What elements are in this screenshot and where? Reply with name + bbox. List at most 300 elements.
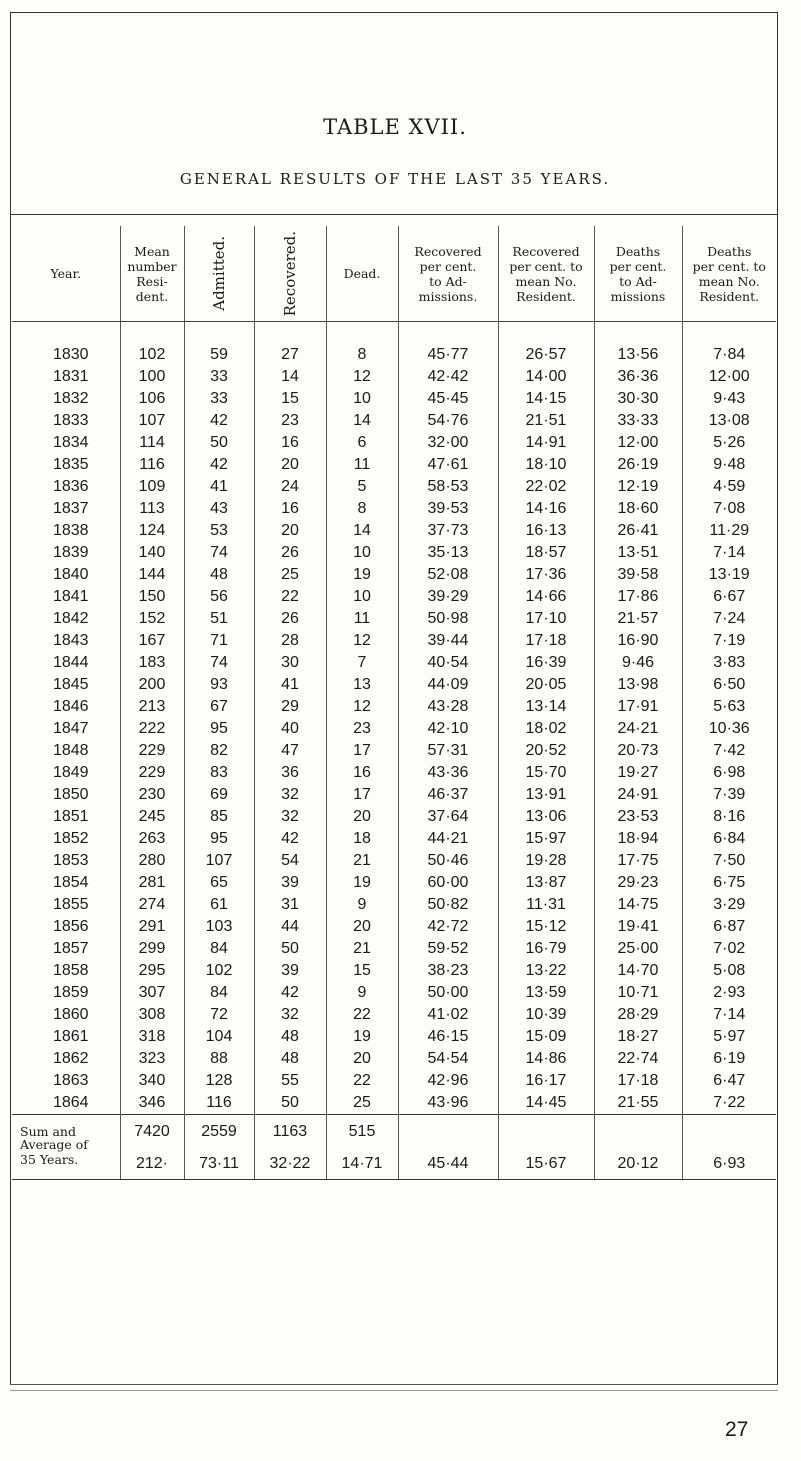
cell-recovered-pct-admissions: 59·52 [398, 938, 498, 960]
cell-admitted: 72 [184, 1004, 254, 1026]
cell-recovered: 16 [254, 432, 326, 454]
cell-year: 1838 [12, 520, 120, 542]
table-row [12, 674, 776, 696]
cell-year: 1837 [12, 498, 120, 520]
table-row [12, 872, 776, 894]
cell-recovered: 44 [254, 916, 326, 938]
table-row [12, 454, 776, 476]
table-row [12, 762, 776, 784]
cell-recovered: 22 [254, 586, 326, 608]
cell-recovered-pct-admissions: 54·76 [398, 410, 498, 432]
cell-deaths-pct-resident: 6·87 [713, 918, 746, 935]
cell-year: 1847 [12, 718, 120, 740]
table-row [12, 696, 776, 718]
cell-deaths-pct-admissions: 33·33 [594, 410, 682, 432]
cell-deaths-pct-admissions: 14·75 [594, 894, 682, 916]
cell-deaths-pct-resident: 12·00 [708, 368, 750, 385]
cell-year: 1839 [12, 542, 120, 564]
cell-deaths-pct-admissions: 17·18 [594, 1070, 682, 1092]
cell-dead: 10 [326, 586, 398, 608]
header-admitted: Admitted. [184, 226, 254, 322]
cell-dead: 12 [326, 696, 398, 718]
cell-recovered: 48 [254, 1048, 326, 1070]
cell-recovered: 26 [254, 608, 326, 630]
table-row [12, 828, 776, 850]
cell-admitted: 43 [184, 498, 254, 520]
cell-deaths-pct-resident: 6·50 [713, 676, 746, 693]
table-row [12, 476, 776, 498]
cell-deaths-pct-admissions: 14·70 [594, 960, 682, 982]
cell-recovered: 24 [254, 476, 326, 498]
cell-recovered-pct-admissions: 44·21 [398, 828, 498, 850]
sum-empty [398, 1115, 498, 1150]
cell-deaths-pct-admissions: 26·41 [594, 520, 682, 542]
cell-deaths-pct-admissions: 29·23 [594, 872, 682, 894]
spacer-row [12, 322, 776, 345]
cell-deaths-pct-admissions: 17·75 [594, 850, 682, 872]
cell-recovered: 47 [254, 740, 326, 762]
cell-recovered: 20 [254, 454, 326, 476]
cell-admitted: 82 [184, 740, 254, 762]
cell-dead: 11 [326, 608, 398, 630]
title-rule [10, 214, 778, 215]
header-recovered: Recovered. [254, 226, 326, 322]
average-deaths-pct-resident: 6·93 [682, 1149, 776, 1180]
cell-mean-resident: 124 [120, 520, 184, 542]
cell-deaths-pct-admissions: 20·73 [594, 740, 682, 762]
cell-recovered-pct-admissions: 47·61 [398, 454, 498, 476]
cell-dead: 19 [326, 564, 398, 586]
cell-recovered-pct-resident: 14·45 [498, 1092, 594, 1115]
cell-dead: 19 [326, 872, 398, 894]
cell-dead: 9 [326, 982, 398, 1004]
cell-mean-resident: 150 [120, 586, 184, 608]
cell-mean-resident: 295 [120, 960, 184, 982]
cell-deaths-pct-resident: 6·84 [713, 830, 746, 847]
cell-dead: 10 [326, 542, 398, 564]
table-row [12, 498, 776, 520]
cell-admitted: 56 [184, 586, 254, 608]
cell-recovered-pct-resident: 16·17 [498, 1070, 594, 1092]
cell-admitted: 74 [184, 542, 254, 564]
table-row [12, 410, 776, 432]
cell-deaths-pct-admissions: 17·91 [594, 696, 682, 718]
cell-year: 1833 [12, 410, 120, 432]
cell-dead: 8 [326, 498, 398, 520]
cell-recovered-pct-admissions: 43·96 [398, 1092, 498, 1115]
cell-deaths-pct-resident: 13·19 [708, 566, 750, 583]
cell-admitted: 128 [184, 1070, 254, 1092]
cell-recovered-pct-admissions: 40·54 [398, 652, 498, 674]
cell-year: 1864 [12, 1092, 120, 1115]
cell-admitted: 59 [184, 344, 254, 366]
table-row [12, 982, 776, 1004]
average-recovered-pct-resident: 15·67 [498, 1149, 594, 1180]
cell-recovered-pct-resident: 16·13 [498, 520, 594, 542]
sum-empty [682, 1115, 776, 1150]
cell-recovered-pct-resident: 16·79 [498, 938, 594, 960]
cell-recovered-pct-admissions: 43·28 [398, 696, 498, 718]
cell-year: 1859 [12, 982, 120, 1004]
header-year: Year. [12, 226, 120, 322]
cell-recovered-pct-admissions: 46·15 [398, 1026, 498, 1048]
cell-dead: 22 [326, 1070, 398, 1092]
average-label: Average of 35 Years. [12, 1149, 120, 1180]
cell-year: 1853 [12, 850, 120, 872]
cell-mean-resident: 144 [120, 564, 184, 586]
header-mean-resident: Mean number Resi- dent. [120, 226, 184, 322]
cell-deaths-pct-admissions: 18·27 [594, 1026, 682, 1048]
cell-deaths-pct-resident: 8·16 [713, 808, 746, 825]
cell-mean-resident: 222 [120, 718, 184, 740]
cell-deaths-pct-resident: 4·59 [713, 478, 746, 495]
cell-deaths-pct-admissions: 21·57 [594, 608, 682, 630]
cell-dead: 10 [326, 388, 398, 410]
cell-mean-resident: 318 [120, 1026, 184, 1048]
cell-year: 1862 [12, 1048, 120, 1070]
sum-label: Sum and [12, 1115, 120, 1150]
cell-dead: 23 [326, 718, 398, 740]
cell-recovered-pct-resident: 15·70 [498, 762, 594, 784]
cell-deaths-pct-resident: 7·14 [713, 544, 746, 561]
cell-recovered-pct-resident: 20·05 [498, 674, 594, 696]
cell-deaths-pct-resident: 5·08 [713, 962, 746, 979]
cell-recovered-pct-admissions: 37·73 [398, 520, 498, 542]
cell-year: 1848 [12, 740, 120, 762]
cell-year: 1858 [12, 960, 120, 982]
cell-deaths-pct-resident: 9·43 [713, 390, 746, 407]
cell-deaths-pct-resident: 7·42 [713, 742, 746, 759]
average-recovered: 32·22 [254, 1149, 326, 1180]
cell-deaths-pct-admissions: 13·51 [594, 542, 682, 564]
cell-dead: 11 [326, 454, 398, 476]
cell-dead: 8 [326, 344, 398, 366]
cell-mean-resident: 116 [120, 454, 184, 476]
cell-year: 1849 [12, 762, 120, 784]
cell-mean-resident: 346 [120, 1092, 184, 1115]
table-row [12, 894, 776, 916]
table-row [12, 564, 776, 586]
cell-recovered: 50 [254, 1092, 326, 1115]
table-title: TABLE XVII. [323, 115, 467, 139]
cell-recovered: 50 [254, 938, 326, 960]
cell-recovered-pct-resident: 14·91 [498, 432, 594, 454]
cell-deaths-pct-admissions: 19·41 [594, 916, 682, 938]
cell-recovered-pct-resident: 14·00 [498, 366, 594, 388]
frame-bottom-rule-2 [10, 1390, 778, 1391]
cell-recovered: 29 [254, 696, 326, 718]
cell-admitted: 42 [184, 410, 254, 432]
cell-recovered-pct-resident: 17·18 [498, 630, 594, 652]
cell-deaths-pct-admissions: 24·91 [594, 784, 682, 806]
cell-deaths-pct-admissions: 19·27 [594, 762, 682, 784]
cell-mean-resident: 102 [120, 344, 184, 366]
cell-mean-resident: 183 [120, 652, 184, 674]
cell-admitted: 41 [184, 476, 254, 498]
cell-recovered-pct-resident: 14·15 [498, 388, 594, 410]
cell-mean-resident: 291 [120, 916, 184, 938]
cell-recovered-pct-admissions: 57·31 [398, 740, 498, 762]
table-row [12, 652, 776, 674]
cell-recovered: 39 [254, 960, 326, 982]
cell-year: 1844 [12, 652, 120, 674]
cell-deaths-pct-admissions: 26·19 [594, 454, 682, 476]
cell-recovered-pct-admissions: 39·29 [398, 586, 498, 608]
cell-recovered: 32 [254, 806, 326, 828]
header-deaths-pct-resident: Deaths per cent. to mean No. Resident. [682, 226, 776, 322]
cell-recovered-pct-admissions: 46·37 [398, 784, 498, 806]
cell-admitted: 53 [184, 520, 254, 542]
cell-recovered-pct-resident: 17·36 [498, 564, 594, 586]
cell-recovered-pct-admissions: 45·77 [398, 344, 498, 366]
cell-deaths-pct-resident: 7·02 [713, 940, 746, 957]
cell-recovered: 23 [254, 410, 326, 432]
cell-recovered-pct-admissions: 43·36 [398, 762, 498, 784]
cell-recovered-pct-admissions: 50·00 [398, 982, 498, 1004]
cell-recovered: 20 [254, 520, 326, 542]
cell-recovered-pct-resident: 13·91 [498, 784, 594, 806]
cell-year: 1850 [12, 784, 120, 806]
cell-deaths-pct-resident: 9·48 [713, 456, 746, 473]
cell-recovered-pct-admissions: 50·98 [398, 608, 498, 630]
table-row [12, 630, 776, 652]
cell-mean-resident: 307 [120, 982, 184, 1004]
cell-deaths-pct-resident: 7·24 [713, 610, 746, 627]
cell-recovered-pct-admissions: 58·53 [398, 476, 498, 498]
table-row [12, 432, 776, 454]
cell-dead: 25 [326, 1092, 398, 1115]
cell-mean-resident: 167 [120, 630, 184, 652]
table-body [12, 322, 776, 1115]
cell-recovered: 42 [254, 982, 326, 1004]
table-row [12, 1070, 776, 1092]
cell-deaths-pct-resident: 6·19 [713, 1050, 746, 1067]
average-dead: 14·71 [326, 1149, 398, 1180]
cell-year: 1840 [12, 564, 120, 586]
average-admitted: 73·11 [184, 1149, 254, 1180]
cell-deaths-pct-admissions: 18·60 [594, 498, 682, 520]
cell-mean-resident: 200 [120, 674, 184, 696]
cell-deaths-pct-resident: 5·63 [713, 698, 746, 715]
cell-year: 1842 [12, 608, 120, 630]
cell-year: 1852 [12, 828, 120, 850]
cell-deaths-pct-resident: 7·19 [713, 632, 746, 649]
cell-recovered: 30 [254, 652, 326, 674]
table-row [12, 608, 776, 630]
cell-year: 1846 [12, 696, 120, 718]
cell-admitted: 71 [184, 630, 254, 652]
cell-recovered-pct-resident: 13·14 [498, 696, 594, 718]
table-row [12, 1004, 776, 1026]
cell-recovered-pct-admissions: 54·54 [398, 1048, 498, 1070]
cell-dead: 9 [326, 894, 398, 916]
cell-dead: 6 [326, 432, 398, 454]
sum-recovered: 1163 [254, 1115, 326, 1150]
cell-recovered-pct-admissions: 39·44 [398, 630, 498, 652]
cell-deaths-pct-admissions: 13·56 [594, 344, 682, 366]
cell-year: 1861 [12, 1026, 120, 1048]
cell-admitted: 85 [184, 806, 254, 828]
cell-deaths-pct-admissions: 23·53 [594, 806, 682, 828]
table-row [12, 542, 776, 564]
cell-recovered-pct-resident: 13·87 [498, 872, 594, 894]
cell-recovered-pct-resident: 19·28 [498, 850, 594, 872]
cell-recovered: 28 [254, 630, 326, 652]
cell-recovered-pct-resident: 13·22 [498, 960, 594, 982]
cell-dead: 5 [326, 476, 398, 498]
cell-recovered-pct-resident: 26·57 [498, 344, 594, 366]
cell-deaths-pct-admissions: 9·46 [594, 652, 682, 674]
cell-mean-resident: 114 [120, 432, 184, 454]
cell-recovered-pct-resident: 17·10 [498, 608, 594, 630]
cell-recovered: 32 [254, 1004, 326, 1026]
header-row [12, 226, 776, 322]
cell-deaths-pct-resident: 7·14 [713, 1006, 746, 1023]
table-row [12, 520, 776, 542]
cell-recovered-pct-admissions: 42·96 [398, 1070, 498, 1092]
cell-recovered: 41 [254, 674, 326, 696]
cell-mean-resident: 263 [120, 828, 184, 850]
cell-admitted: 116 [184, 1092, 254, 1115]
cell-deaths-pct-resident: 7·22 [713, 1094, 746, 1111]
cell-deaths-pct-resident: 6·75 [713, 874, 746, 891]
cell-recovered: 27 [254, 344, 326, 366]
cell-admitted: 69 [184, 784, 254, 806]
cell-recovered: 26 [254, 542, 326, 564]
cell-recovered-pct-admissions: 60·00 [398, 872, 498, 894]
cell-year: 1830 [12, 344, 120, 366]
cell-recovered-pct-admissions: 42·10 [398, 718, 498, 740]
cell-recovered-pct-resident: 22·02 [498, 476, 594, 498]
cell-admitted: 42 [184, 454, 254, 476]
cell-dead: 18 [326, 828, 398, 850]
cell-admitted: 103 [184, 916, 254, 938]
cell-dead: 20 [326, 806, 398, 828]
cell-dead: 16 [326, 762, 398, 784]
sum-dead: 515 [326, 1115, 398, 1150]
cell-deaths-pct-resident: 5·26 [713, 434, 746, 451]
cell-recovered-pct-resident: 18·10 [498, 454, 594, 476]
cell-recovered-pct-resident: 10·39 [498, 1004, 594, 1026]
cell-admitted: 84 [184, 982, 254, 1004]
cell-year: 1855 [12, 894, 120, 916]
table-row [12, 388, 776, 410]
table-row [12, 916, 776, 938]
header-dead: Dead. [326, 226, 398, 322]
table-row [12, 1026, 776, 1048]
cell-deaths-pct-resident: 7·08 [713, 500, 746, 517]
cell-year: 1831 [12, 366, 120, 388]
cell-recovered-pct-admissions: 50·82 [398, 894, 498, 916]
cell-deaths-pct-admissions: 12·19 [594, 476, 682, 498]
cell-recovered-pct-admissions: 38·23 [398, 960, 498, 982]
cell-admitted: 95 [184, 828, 254, 850]
cell-recovered-pct-resident: 15·12 [498, 916, 594, 938]
cell-recovered-pct-resident: 16·39 [498, 652, 594, 674]
cell-deaths-pct-resident: 2·93 [713, 984, 746, 1001]
cell-recovered-pct-admissions: 45·45 [398, 388, 498, 410]
cell-mean-resident: 229 [120, 740, 184, 762]
cell-recovered-pct-resident: 15·97 [498, 828, 594, 850]
cell-recovered: 48 [254, 1026, 326, 1048]
cell-recovered: 42 [254, 828, 326, 850]
cell-deaths-pct-admissions: 17·86 [594, 586, 682, 608]
cell-dead: 14 [326, 410, 398, 432]
table-row [12, 960, 776, 982]
cell-dead: 12 [326, 630, 398, 652]
cell-recovered: 25 [254, 564, 326, 586]
cell-admitted: 67 [184, 696, 254, 718]
header-deaths-pct-admissions: Deaths per cent. to Ad- missions [594, 226, 682, 322]
cell-deaths-pct-resident: 13·08 [708, 412, 750, 429]
cell-dead: 22 [326, 1004, 398, 1026]
cell-deaths-pct-admissions: 16·90 [594, 630, 682, 652]
cell-recovered-pct-resident: 18·57 [498, 542, 594, 564]
cell-dead: 13 [326, 674, 398, 696]
cell-recovered: 36 [254, 762, 326, 784]
cell-deaths-pct-admissions: 18·94 [594, 828, 682, 850]
table-row [12, 740, 776, 762]
cell-dead: 15 [326, 960, 398, 982]
cell-recovered-pct-resident: 20·52 [498, 740, 594, 762]
cell-deaths-pct-admissions: 22·74 [594, 1048, 682, 1070]
cell-deaths-pct-resident: 3·83 [713, 654, 746, 671]
cell-recovered-pct-admissions: 35·13 [398, 542, 498, 564]
cell-recovered-pct-admissions: 32·00 [398, 432, 498, 454]
cell-admitted: 107 [184, 850, 254, 872]
cell-deaths-pct-admissions: 28·29 [594, 1004, 682, 1026]
cell-recovered-pct-resident: 13·59 [498, 982, 594, 1004]
table-row [12, 1092, 776, 1115]
cell-deaths-pct-admissions: 30·30 [594, 388, 682, 410]
average-recovered-pct-admissions: 45·44 [398, 1149, 498, 1180]
table-row [12, 850, 776, 872]
cell-dead: 7 [326, 652, 398, 674]
table-row [12, 586, 776, 608]
cell-mean-resident: 280 [120, 850, 184, 872]
table-row [12, 718, 776, 740]
cell-admitted: 102 [184, 960, 254, 982]
table-row [12, 1048, 776, 1070]
cell-mean-resident: 213 [120, 696, 184, 718]
cell-mean-resident: 229 [120, 762, 184, 784]
cell-recovered-pct-resident: 21·51 [498, 410, 594, 432]
cell-recovered-pct-resident: 14·66 [498, 586, 594, 608]
cell-year: 1836 [12, 476, 120, 498]
cell-deaths-pct-admissions: 12·00 [594, 432, 682, 454]
cell-mean-resident: 100 [120, 366, 184, 388]
average-mean-resident: 212· [120, 1149, 184, 1180]
cell-recovered-pct-admissions: 37·64 [398, 806, 498, 828]
cell-year: 1851 [12, 806, 120, 828]
sum-admitted: 2559 [184, 1115, 254, 1150]
table-subtitle: GENERAL RESULTS OF THE LAST 35 YEARS. [179, 170, 611, 188]
cell-mean-resident: 230 [120, 784, 184, 806]
table-row [12, 344, 776, 366]
cell-dead: 14 [326, 520, 398, 542]
cell-recovered: 39 [254, 872, 326, 894]
cell-recovered-pct-admissions: 41·02 [398, 1004, 498, 1026]
cell-recovered-pct-admissions: 44·09 [398, 674, 498, 696]
cell-dead: 21 [326, 938, 398, 960]
cell-admitted: 33 [184, 366, 254, 388]
cell-recovered: 16 [254, 498, 326, 520]
cell-year: 1854 [12, 872, 120, 894]
cell-year: 1857 [12, 938, 120, 960]
cell-dead: 21 [326, 850, 398, 872]
table-row [12, 938, 776, 960]
cell-mean-resident: 245 [120, 806, 184, 828]
